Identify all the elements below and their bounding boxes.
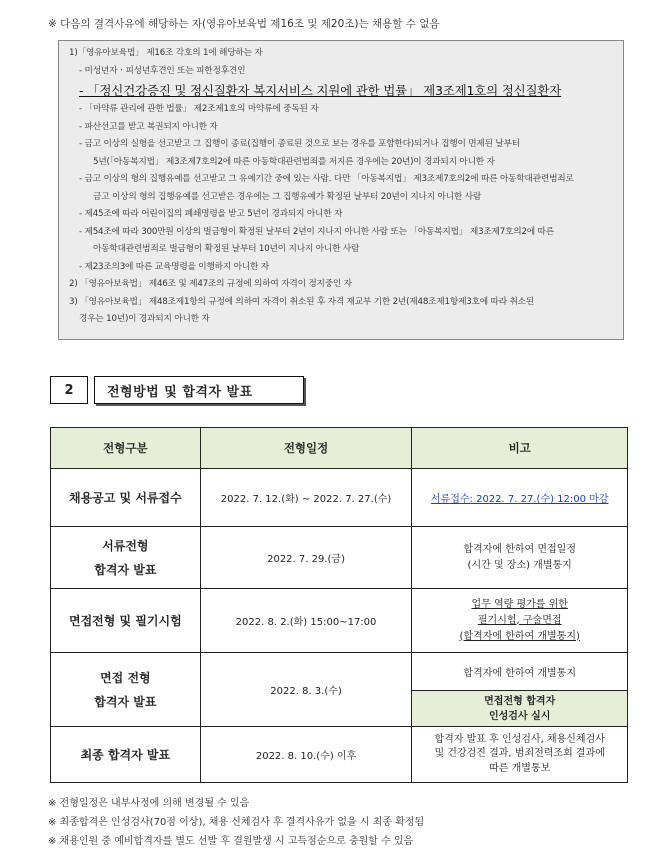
row3-date: 2022. 8. 2.(화) 15:00~17:00 <box>200 589 412 653</box>
table-row <box>51 469 628 527</box>
row2-note-line2: (시간 및 장소) 개별통지 <box>467 559 572 571</box>
item1-sub-7: - 제45조에 따라 어린이집의 폐쇄명령을 받고 5년이 경과되지 아니한 자 <box>79 209 343 219</box>
row4-category-line2: 합격자 발표 <box>94 694 157 709</box>
disqualification-note: ※ 다음의 결격사유에 해당하는 자(영유아보육법 제16조 및 제20조)는 채용할 수 없음 <box>48 18 440 30</box>
item1-sub-6: - 금고 이상의 형의 집행유예를 선고받고 그 유예기간 중에 있는 사람. 다만 「아동복지법」 제3조제7호의2에 따른 아동학대관련범죄로 <box>79 174 574 184</box>
row4-note-b-line1: 면접전형 합격자 <box>484 695 556 707</box>
item1-sub-6-cont: 금고 이상의 형의 집행유예를 선고받은 경우에는 그 집행유예가 확정된 날부터 20년이 지나지 아니한 사람 <box>93 191 482 202</box>
item1-sub-1: - 미성년자ㆍ피성년후견인 또는 피한정후견인 <box>79 65 246 76</box>
row1-date: 2022. 7. 12.(화) ~ 2022. 7. 27.(수) <box>200 469 412 527</box>
item1-sub-3: - 「마약류 관리에 관한 법률」 제2조제1호의 마약류에 중독된 자 <box>79 104 319 114</box>
row3-note-line2: 필기시험, 구술면접 <box>477 614 562 626</box>
row4-category-line1: 면접 전형 <box>100 670 151 685</box>
row2-category <box>51 527 201 589</box>
schedule-table <box>50 427 628 783</box>
table-row <box>51 727 628 783</box>
table-row <box>51 589 628 653</box>
row2-category-line2: 합격자 발표 <box>94 562 157 577</box>
header-category: 전형구분 <box>51 428 201 469</box>
row4-date: 2022. 8. 3.(수) <box>200 653 412 727</box>
table-row <box>51 527 628 589</box>
row2-category-line1: 서류전형 <box>102 538 149 553</box>
bottom-note-3: ※ 채용인원 중 예비합격자를 별도 선발 후 결원발생 시 고득점순으로 충원할 수 있음 <box>48 836 414 847</box>
section-number: 2 <box>50 376 88 404</box>
row5-note-line2: 및 건강검진 결과, 범죄전력조회 결과에 <box>434 748 605 760</box>
bottom-note-2: ※ 최종합격은 인성검사(70점 이상), 채용 신체검사 후 결격사유가 없을 시 최종 확정됨 <box>48 817 425 828</box>
table-header-row <box>51 428 628 469</box>
item1-sub-5-cont: 5년(「아동복지법」 제3조제7호의2에 따른 아동학대관련범죄를 저지른 경우에는 20년)이 경과되지 아니한 자 <box>93 156 495 167</box>
item3-line1: 3) 「영유아보육법」 제48조제1항의 규정에 의하여 자격이 취소된 후 자격 재교부 기한 2년(제48조제1항제3호에 따라 취소된 <box>69 296 535 307</box>
row3-note-line1: 업무 역량 평가를 위한 <box>471 598 568 610</box>
deadline-link[interactable]: 서류접수: 2022. 7. 27.(수) 12:00 마감 <box>430 494 609 505</box>
section-heading <box>50 376 304 406</box>
row2-note-line1: 합격자에 한하여 면접일정 <box>463 543 576 555</box>
item1-sub-8-cont: 아동학대관련범죄로 벌금형이 확정된 날부터 10년이 지나지 아니한 사람 <box>93 244 360 254</box>
item1-sub-5: - 금고 이상의 실형을 선고받고 그 집행이 종료(집행이 종료된 것으로 보는 경우를 포함한다)되거나 집행이 면제된 날부터 <box>79 139 520 149</box>
bottom-note-1: ※ 전형일정은 내부사정에 의해 변경될 수 있음 <box>48 798 250 809</box>
item1-sub-8: - 제54조에 따라 300만원 이상의 벌금형이 확정된 날부터 2년이 지나지 아니한 사람 또는 「아동복지법」 제3조제7호의2에 따른 <box>79 226 554 237</box>
row5-date: 2022. 8. 10.(수) 이후 <box>200 727 412 783</box>
row3-note <box>412 589 628 653</box>
row5-note-line3: 따른 개별통보 <box>489 762 551 774</box>
item1-sub-9: - 제23조의3에 따른 교육명령을 이행하지 아니한 자 <box>79 261 269 272</box>
row5-note <box>412 727 628 783</box>
row5-note-line1: 합격자 발표 후 인성검사, 채용신체검사 <box>434 733 605 745</box>
row1-category: 채용공고 및 서류접수 <box>51 469 201 527</box>
item3-line2: 경우는 10년)이 경과되지 아니한 자 <box>79 314 210 324</box>
row2-date: 2022. 7. 29.(금) <box>200 527 412 589</box>
row1-note <box>412 469 628 527</box>
table-row <box>51 653 628 691</box>
item1-title: 1)「영유아보육법」 제16조 각호의 1에 해당하는 자 <box>69 48 263 58</box>
row4-note-a: 합격자에 한하여 개별통지 <box>412 653 628 691</box>
row4-note-b <box>412 691 628 727</box>
header-schedule: 전형일정 <box>200 428 412 469</box>
row5-category: 최종 합격자 발표 <box>51 727 201 783</box>
item2: 2) 「영유아보육법」 제46조 및 제47조의 규정에 의하여 자격이 정지중인 자 <box>69 279 352 289</box>
section-title: 전형방법 및 합격자 발표 <box>94 376 304 404</box>
row4-note-b-line2: 인성검사 실시 <box>488 710 551 722</box>
row2-note <box>412 527 628 589</box>
row3-category: 면접전형 및 필기시험 <box>51 589 201 653</box>
item1-sub-2: - 「정신건강증진 및 정신질환자 복지서비스 지원에 관한 법률」 제3조제1호의 정신질환자 <box>79 83 562 98</box>
row4-category <box>51 653 201 727</box>
item1-sub-4: - 파산선고를 받고 복권되지 아니한 자 <box>79 121 218 132</box>
disqualification-box <box>58 40 624 340</box>
row3-note-line3: (합격자에 한하여 개별통지) <box>459 630 580 642</box>
header-note: 비고 <box>412 428 628 469</box>
